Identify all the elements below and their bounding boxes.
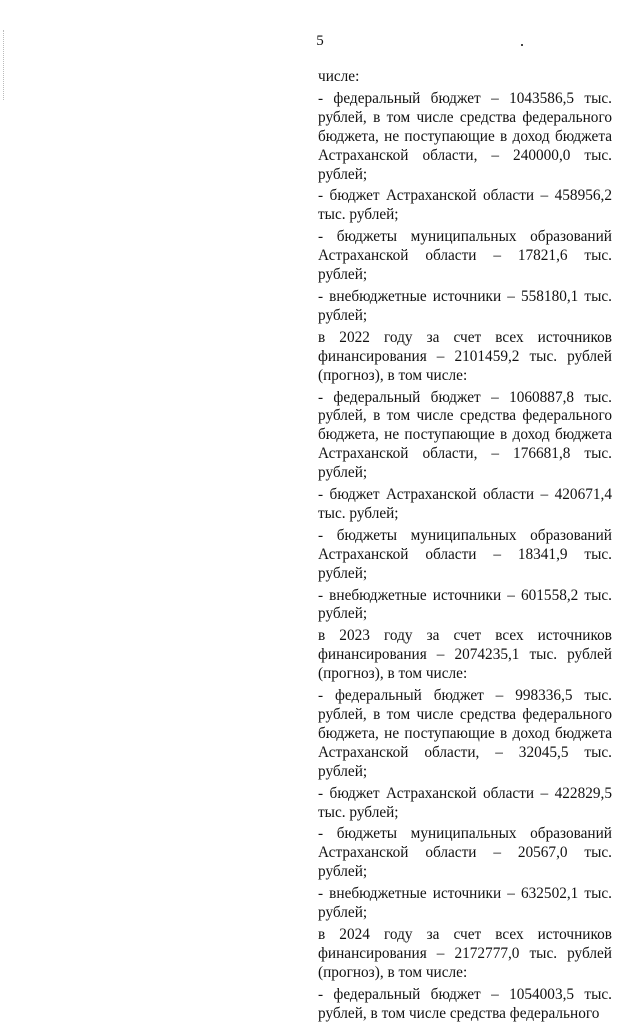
scan-speck	[521, 44, 523, 46]
page-number: 5	[316, 33, 324, 49]
paragraph: - бюджеты муниципальных образований Астраханской области – 17821,6 тыс. рублей;	[318, 228, 612, 284]
paragraph: - бюджеты муниципальных образований Астраханской области – 20567,0 тыс. рублей;	[318, 825, 612, 881]
paragraph: - бюджет Астраханской области – 458956,2 тыс. рублей;	[318, 187, 612, 224]
paragraph: - федеральный бюджет – 998336,5 тыс. рублей, в том числе средства федерального бюджета, не поступающие в доход бюджета Астраханской области, – 32045,5 тыс. рублей;	[318, 687, 612, 780]
paragraph: в 2022 году за счет всех источников финансирования – 2101459,2 тыс. рублей (прогноз), в том числе:	[318, 328, 612, 384]
paragraph: - федеральный бюджет – 1043586,5 тыс. рублей, в том числе средства федерального бюджета, не поступающие в доход бюджета Астраханской области, – 240000,0 тыс. рублей;	[318, 89, 612, 183]
paragraph: в 2024 году за счет всех источников финансирования – 2172777,0 тыс. рублей (прогноз), в том числе:	[318, 925, 612, 981]
paragraph: в 2023 году за счет всех источников финансирования – 2074235,1 тыс. рублей (прогноз), в том числе:	[318, 627, 612, 683]
paragraph: - бюджеты муниципальных образований Астраханской области – 18341,9 тыс. рублей;	[318, 526, 612, 582]
paragraph: - внебюджетные источники – 601558,2 тыс. рублей;	[318, 586, 612, 623]
paragraph: - федеральный бюджет – 1054003,5 тыс. рублей, в том числе средства федерального	[318, 985, 612, 1022]
paragraph: - бюджет Астраханской области – 420671,4 тыс. рублей;	[318, 486, 612, 522]
paragraph: - федеральный бюджет – 1060887,8 тыс. рублей, в том числе средства федерального бюджета, не поступающие в доход бюджета Астраханской области, – 176681,8 тыс. рублей;	[318, 388, 612, 482]
paragraph: - внебюджетные источники – 632502,1 тыс. рублей;	[318, 885, 612, 922]
paragraph: - бюджет Астраханской области – 422829,5 тыс. рублей;	[318, 784, 612, 821]
paragraph: - внебюджетные источники – 558180,1 тыс. рублей;	[318, 287, 612, 324]
document-body	[318, 68, 612, 1027]
paragraph: числе:	[318, 68, 360, 85]
